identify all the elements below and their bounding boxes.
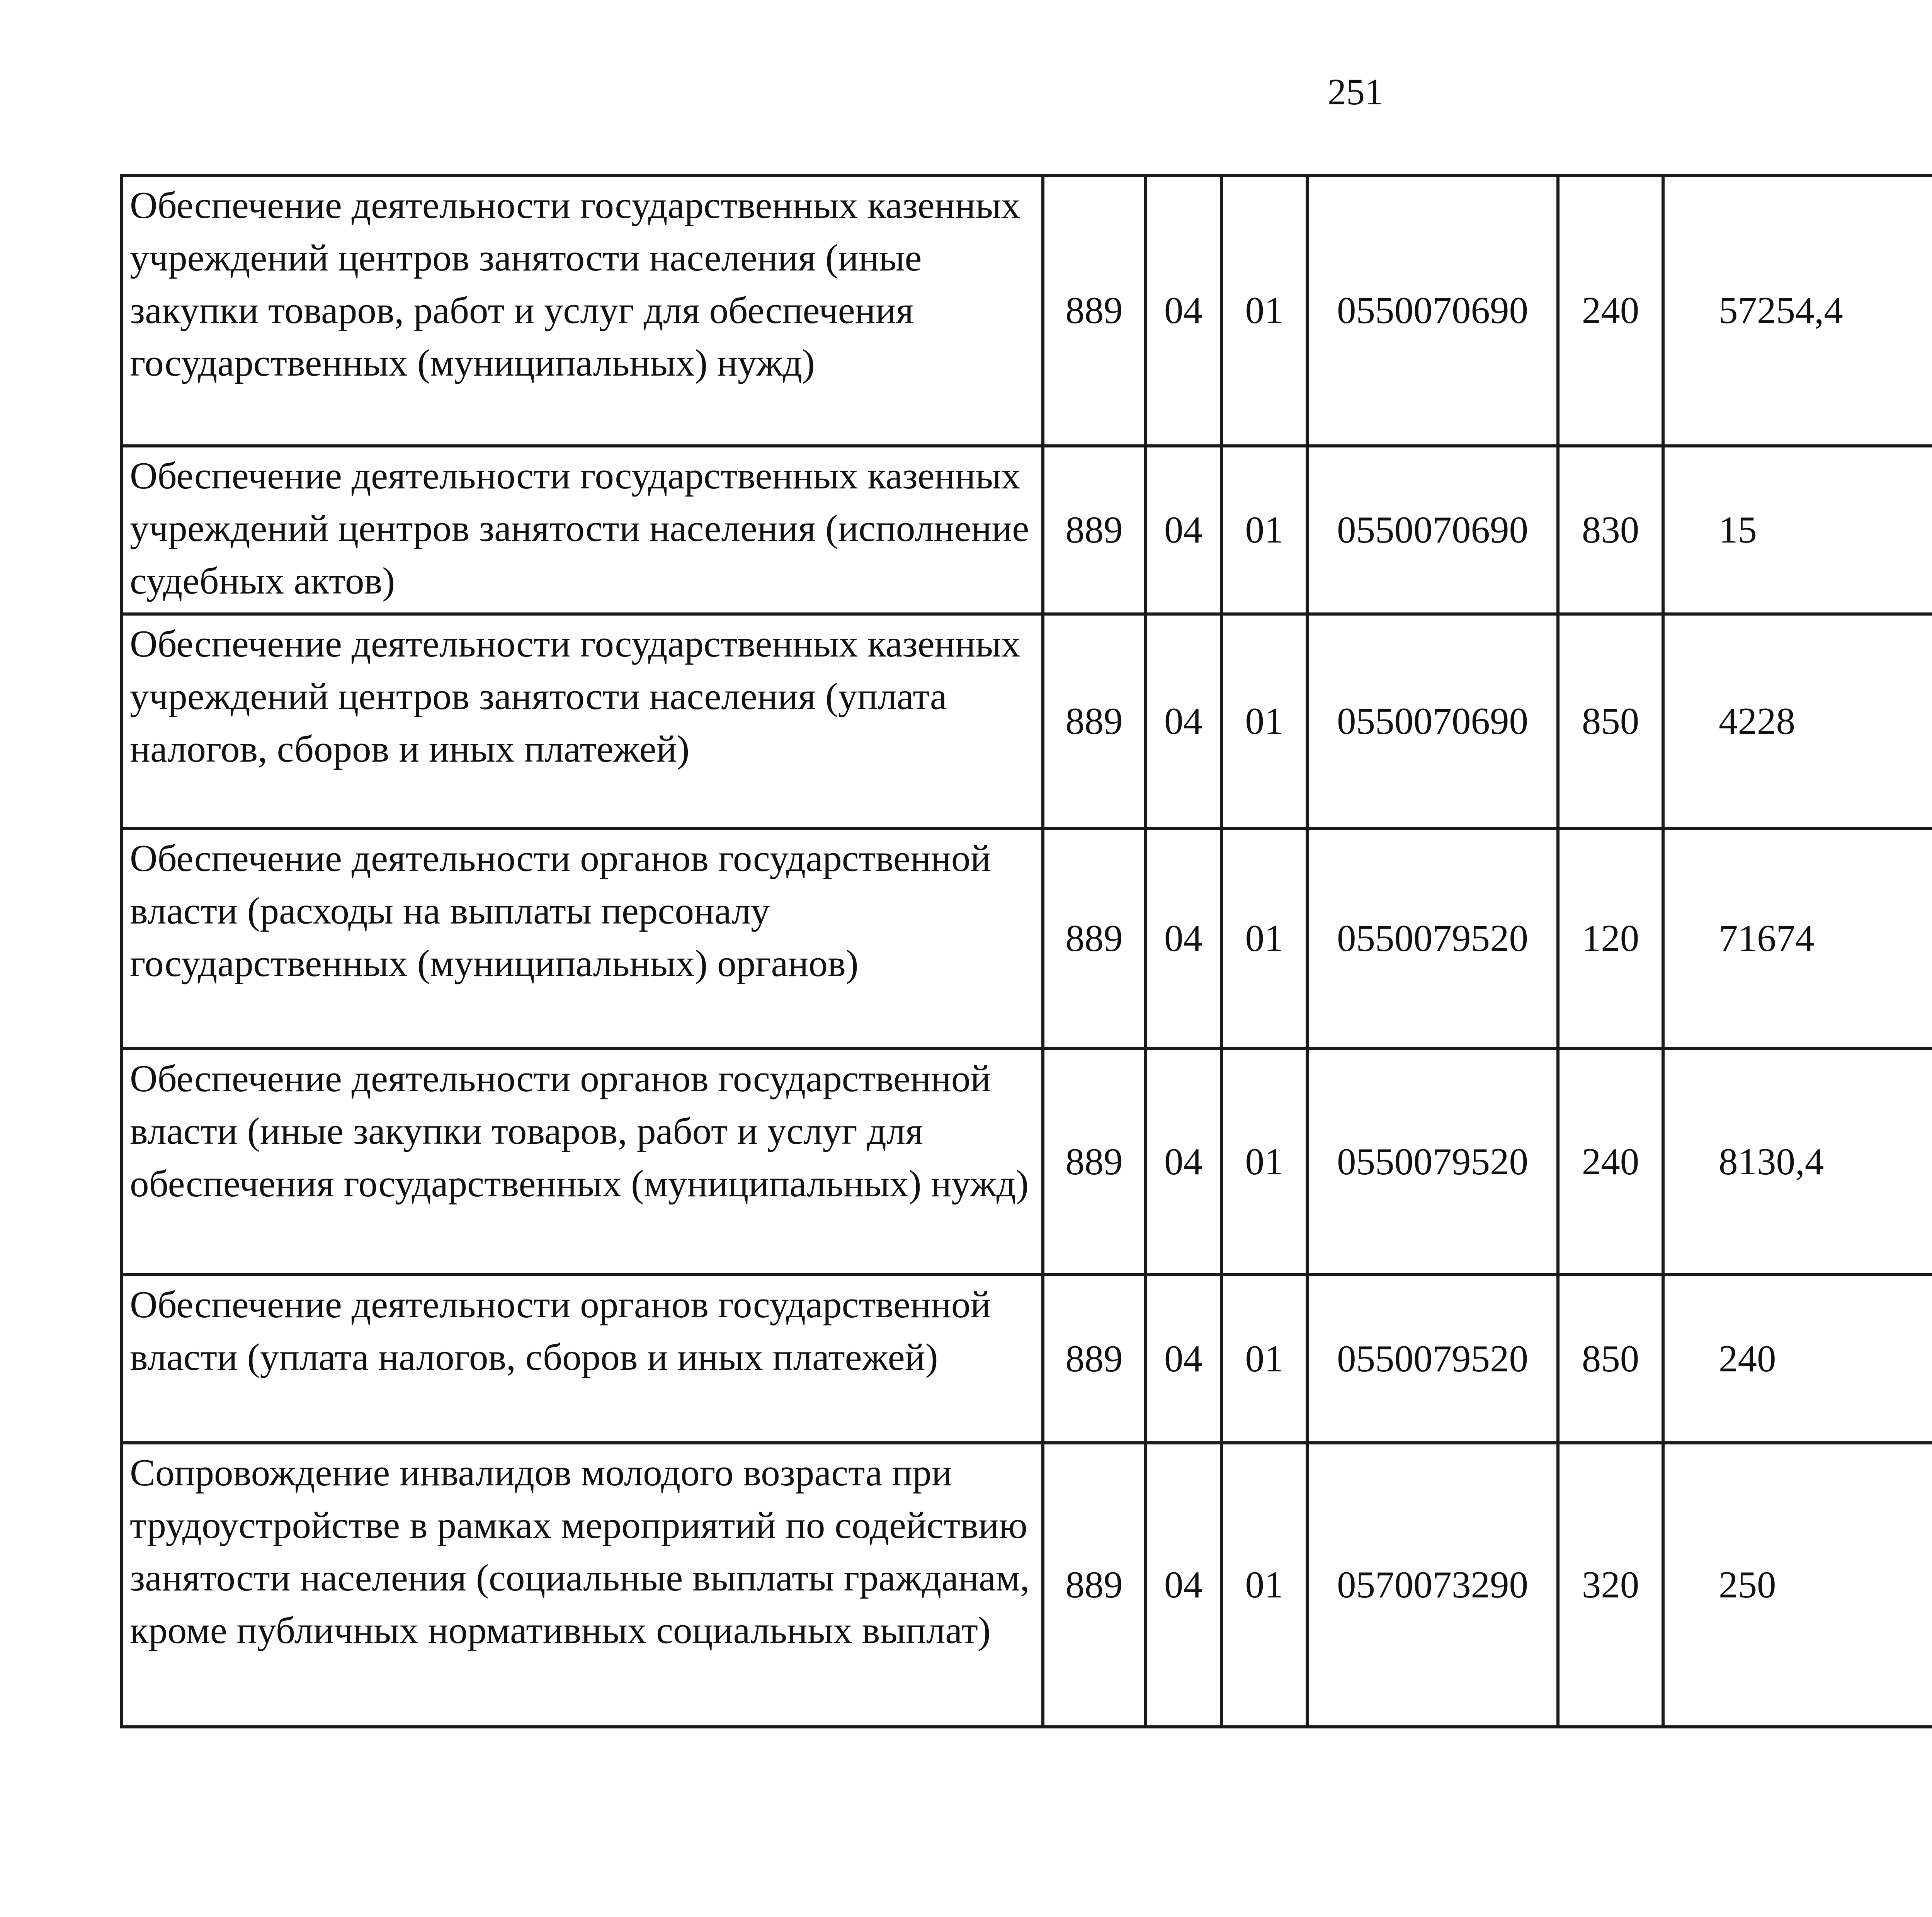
subsection-code: 01 (1221, 828, 1307, 1049)
subsection-code: 01 (1221, 175, 1307, 446)
row-description: Обеспечение деятельности органов государственной власти (иные закупки товаров, работ и услуг для обеспечения государственных (муниципальных) нужд) (121, 1049, 1043, 1275)
section-code: 04 (1145, 614, 1221, 828)
amount-year-1: 250 (1663, 1443, 1932, 1727)
budget-table (120, 174, 1932, 1728)
table-row (121, 614, 1932, 828)
target-article-code: 0570073290 (1307, 1443, 1558, 1727)
expense-type-code: 850 (1558, 614, 1663, 828)
subsection-code: 01 (1221, 1443, 1307, 1727)
row-description: Сопровождение инвалидов молодого возраста при трудоустройстве в рамках мероприятий по содействию занятости населения (социальные выплаты гражданам, кроме публичных нормативных социальных выплат) (121, 1443, 1043, 1727)
table-row (121, 1275, 1932, 1443)
amount-year-1: 4228 (1663, 614, 1932, 828)
target-article-code: 0550070690 (1307, 175, 1558, 446)
section-code: 04 (1145, 1443, 1221, 1727)
page-number: 251 (1328, 71, 1383, 112)
target-article-code: 0550079520 (1307, 828, 1558, 1049)
section-code: 04 (1145, 446, 1221, 614)
table-row (121, 828, 1932, 1049)
subsection-code: 01 (1221, 1049, 1307, 1275)
table-row (121, 1443, 1932, 1727)
ministry-code: 889 (1043, 1443, 1145, 1727)
row-description: Обеспечение деятельности государственных казенных учреждений центров занятости населения (исполнение судебных актов) (121, 446, 1043, 614)
row-description: Обеспечение деятельности органов государственной власти (уплата налогов, сборов и иных платежей) (121, 1275, 1043, 1443)
ministry-code: 889 (1043, 446, 1145, 614)
ministry-code: 889 (1043, 175, 1145, 446)
table-row (121, 1049, 1932, 1275)
ministry-code: 889 (1043, 1049, 1145, 1275)
row-description: Обеспечение деятельности государственных казенных учреждений центров занятости населения (уплата налогов, сборов и иных платежей) (121, 614, 1043, 828)
expense-type-code: 120 (1558, 828, 1663, 1049)
table-row (121, 175, 1932, 446)
expense-type-code: 320 (1558, 1443, 1663, 1727)
row-description: Обеспечение деятельности государственных казенных учреждений центров занятости населения (иные закупки товаров, работ и услуг для обеспечения государственных (муниципальных) нужд) (121, 175, 1043, 446)
amount-year-1: 240 (1663, 1275, 1932, 1443)
table-row (121, 446, 1932, 614)
target-article-code: 0550079520 (1307, 1049, 1558, 1275)
ministry-code: 889 (1043, 614, 1145, 828)
amount-year-1: 71674 (1663, 828, 1932, 1049)
section-code: 04 (1145, 828, 1221, 1049)
subsection-code: 01 (1221, 446, 1307, 614)
expense-type-code: 850 (1558, 1275, 1663, 1443)
section-code: 04 (1145, 175, 1221, 446)
section-code: 04 (1145, 1275, 1221, 1443)
amount-year-1: 15 (1663, 446, 1932, 614)
target-article-code: 0550070690 (1307, 446, 1558, 614)
section-code: 04 (1145, 1049, 1221, 1275)
expense-type-code: 830 (1558, 446, 1663, 614)
ministry-code: 889 (1043, 828, 1145, 1049)
row-description: Обеспечение деятельности органов государственной власти (расходы на выплаты персоналу государственных (муниципальных) органов) (121, 828, 1043, 1049)
expense-type-code: 240 (1558, 1049, 1663, 1275)
subsection-code: 01 (1221, 614, 1307, 828)
subsection-code: 01 (1221, 1275, 1307, 1443)
expense-type-code: 240 (1558, 175, 1663, 446)
target-article-code: 0550079520 (1307, 1275, 1558, 1443)
amount-year-1: 57254,4 (1663, 175, 1932, 446)
ministry-code: 889 (1043, 1275, 1145, 1443)
amount-year-1: 8130,4 (1663, 1049, 1932, 1275)
target-article-code: 0550070690 (1307, 614, 1558, 828)
